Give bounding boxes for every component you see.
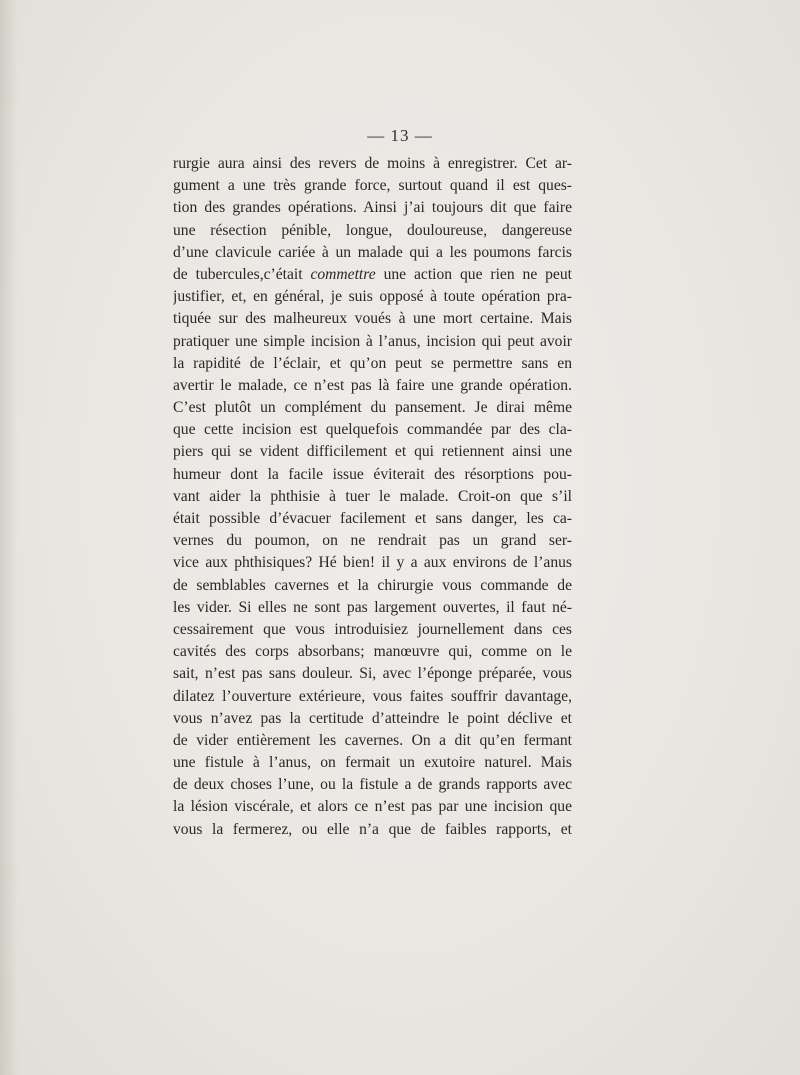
text-line: que cette incision est quelquefois commandée par des cla-	[173, 421, 572, 439]
text-line: d’une clavicule cariée à un malade qui a les poumons farcis	[173, 243, 572, 261]
text-line: cavités des corps absorbans; manœuvre qui, comme on le	[173, 643, 572, 661]
text-line: de vider entièrement les cavernes. On a dit qu’en fermant	[173, 731, 572, 749]
text-line: sait, n’est pas sans douleur. Si, avec l’éponge préparée, vous	[173, 665, 572, 683]
text-line: pratiquer une simple incision à l’anus, incision qui peut avoir	[173, 332, 572, 350]
text-line: vant aider la phthisie à tuer le malade. Croit-on que s’il	[173, 487, 572, 505]
text-line: une résection pénible, longue, douloureuse, dangereuse	[173, 221, 572, 239]
text-line: tiquée sur des malheureux voués à une mort certaine. Mais	[173, 310, 572, 328]
text-line: avertir le malade, ce n’est pas là faire une grande opération.	[173, 376, 572, 394]
text-line: vernes du poumon, on ne rendrait pas un grand ser-	[173, 532, 572, 550]
text-line: la lésion viscérale, et alors ce n’est pas par une incision que	[173, 798, 572, 816]
page-number: — 13 —	[367, 126, 433, 145]
binding-shadow	[0, 0, 18, 1075]
text-line: piers qui se vident difficilement et qui retiennent ainsi une	[173, 443, 572, 461]
text-line: tion des grandes opérations. Ainsi j’ai toujours dit que faire	[173, 199, 572, 217]
body-text	[173, 153, 572, 841]
text-line: gument a une très grande force, surtout quand il est ques-	[173, 177, 572, 195]
text-line: de tubercules,c’était commettre une action que rien ne peut	[173, 265, 572, 283]
text-line: vice aux phthisiques? Hé bien! il y a aux environs de l’anus	[173, 554, 572, 572]
text-line: rurgie aura ainsi des revers de moins à enregistrer. Cet ar-	[173, 155, 572, 172]
text-line: vous n’avez pas la certitude d’atteindre le point déclive et	[173, 709, 572, 727]
text-line: cessairement que vous introduisiez journellement dans ces	[173, 620, 572, 638]
text-line: les vider. Si elles ne sont pas largement ouvertes, il faut né-	[173, 598, 572, 616]
italic-word: commettre	[310, 265, 376, 283]
text-line: dilatez l’ouverture extérieure, vous faites souffrir davantage,	[173, 687, 572, 705]
text-line: une fistule à l’anus, on fermait un exutoire naturel. Mais	[173, 754, 572, 772]
text-line: justifier, et, en général, je suis opposé à toute opération pra-	[173, 288, 572, 306]
text-line: la rapidité de l’éclair, et qu’on peut se permettre sans en	[173, 354, 572, 372]
text-line: C’est plutôt un complément du pansement. Je dirai même	[173, 399, 572, 417]
text-line: de deux choses l’une, ou la fistule a de grands rapports avec	[173, 776, 572, 794]
text-line: était possible d’évacuer facilement et sans danger, les ca-	[173, 510, 572, 527]
text-line: de semblables cavernes et la chirurgie vous commande de	[173, 576, 572, 594]
text-line: humeur dont la facile issue éviterait des résorptions pou-	[173, 465, 572, 483]
text-line: vous la fermerez, ou elle n’a que de faibles rapports, et	[173, 820, 572, 838]
